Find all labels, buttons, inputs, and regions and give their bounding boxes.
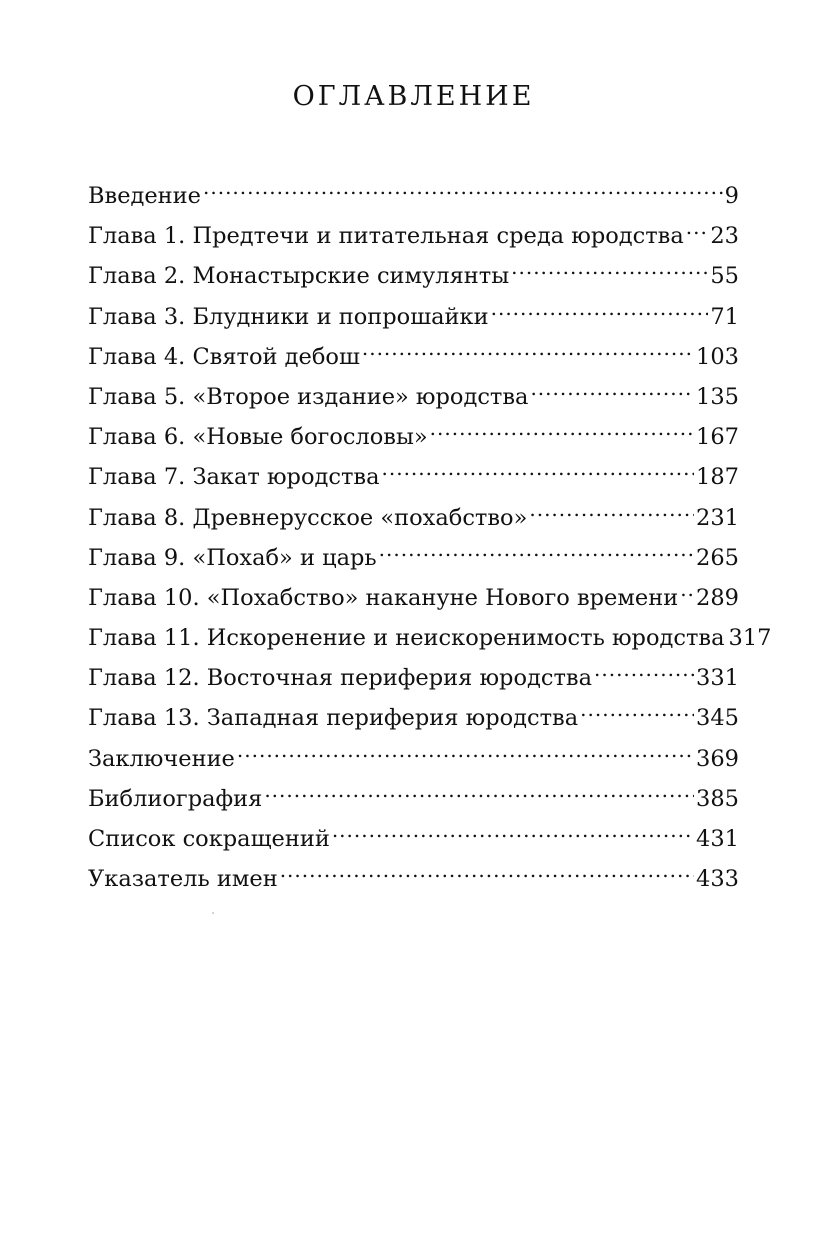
toc-dot-leader — [362, 324, 694, 364]
toc-entry-page-number: 71 — [710, 303, 739, 330]
toc-entry-label: Глава 6. «Новые богословы» — [88, 424, 428, 451]
toc-entry-label: Глава 12. Восточная периферия юродства — [88, 665, 592, 692]
toc-entry-label: Указатель имен — [88, 866, 278, 893]
toc-entry-page-number: 385 — [696, 785, 739, 812]
toc-entry-page-number: 431 — [696, 826, 739, 852]
toc-dot-leader — [491, 284, 709, 324]
toc-entry-page-number: 369 — [696, 745, 739, 772]
toc-entry-page-number: 331 — [696, 665, 739, 692]
toc-dot-leader — [203, 163, 723, 203]
toc-entry-page-number: 433 — [696, 866, 739, 893]
toc-entry[interactable] — [88, 163, 739, 209]
toc-dot-leader — [237, 726, 694, 766]
toc-entry-label: Глава 8. Древнерусское «похабство» — [88, 504, 528, 531]
toc-dot-leader — [332, 806, 694, 846]
toc-entry-page-number: 135 — [696, 383, 739, 410]
toc-entry-label: Глава 2. Монастырские симулянты — [88, 263, 510, 290]
toc-dot-leader — [530, 364, 694, 404]
page-title: ОГЛАВЛЕНИЕ — [292, 81, 535, 112]
toc-dot-leader — [379, 525, 694, 565]
toc-entry-page-number: 23 — [710, 223, 739, 250]
toc-entry-page-number: 103 — [696, 343, 739, 370]
toc-entry-page-number: 265 — [696, 544, 739, 571]
toc-entry-page-number: 345 — [696, 705, 739, 732]
toc-entry-label: Глава 3. Блудники и попрошайки — [88, 303, 489, 330]
toc-entry-page-number: 317 — [728, 625, 772, 652]
toc-dot-leader — [680, 565, 694, 605]
table-of-contents — [88, 163, 772, 893]
toc-dot-leader — [580, 685, 694, 725]
toc-dot-leader — [280, 846, 694, 886]
toc-entry-page-number: 167 — [696, 424, 739, 451]
toc-entry-label: Глава 7. Закат юродства — [88, 464, 380, 491]
toc-entry-label: Глава 11. Искоренение и неискоренимость юродства — [88, 625, 725, 652]
toc-entry-page-number: 55 — [710, 263, 739, 290]
toc-entry-label: Глава 4. Святой дебош — [88, 343, 360, 370]
scan-speck — [212, 912, 214, 914]
toc-dot-leader — [382, 444, 695, 484]
toc-entry-label: Глава 1. Предтечи и питательная среда юродства — [88, 223, 684, 250]
toc-dot-leader — [594, 645, 694, 685]
toc-entry-label: Заключение — [88, 745, 235, 772]
toc-entry-page-number: 9 — [724, 183, 739, 209]
toc-entry-page-number: 187 — [696, 464, 739, 491]
toc-dot-leader — [686, 203, 709, 243]
toc-entry-label: Введение — [88, 183, 201, 209]
toc-dot-leader — [511, 243, 708, 283]
toc-entry-label: Глава 9. «Похаб» и царь — [88, 544, 377, 571]
toc-dot-leader — [430, 404, 694, 444]
toc-entry-label: Библиография — [88, 785, 263, 812]
toc-entry-page-number: 289 — [696, 584, 739, 611]
toc-entry-label: Глава 13. Западная периферия юродства — [88, 705, 579, 732]
toc-entry-label: Глава 10. «Похабство» накануне Нового времени — [88, 584, 679, 611]
toc-entry-label: Список сокращений — [88, 826, 330, 852]
toc-entry-page-number: 231 — [696, 504, 739, 531]
toc-dot-leader — [264, 766, 694, 806]
toc-entry-label: Глава 5. «Второе издание» юродства — [88, 383, 529, 410]
toc-dot-leader — [529, 485, 694, 525]
